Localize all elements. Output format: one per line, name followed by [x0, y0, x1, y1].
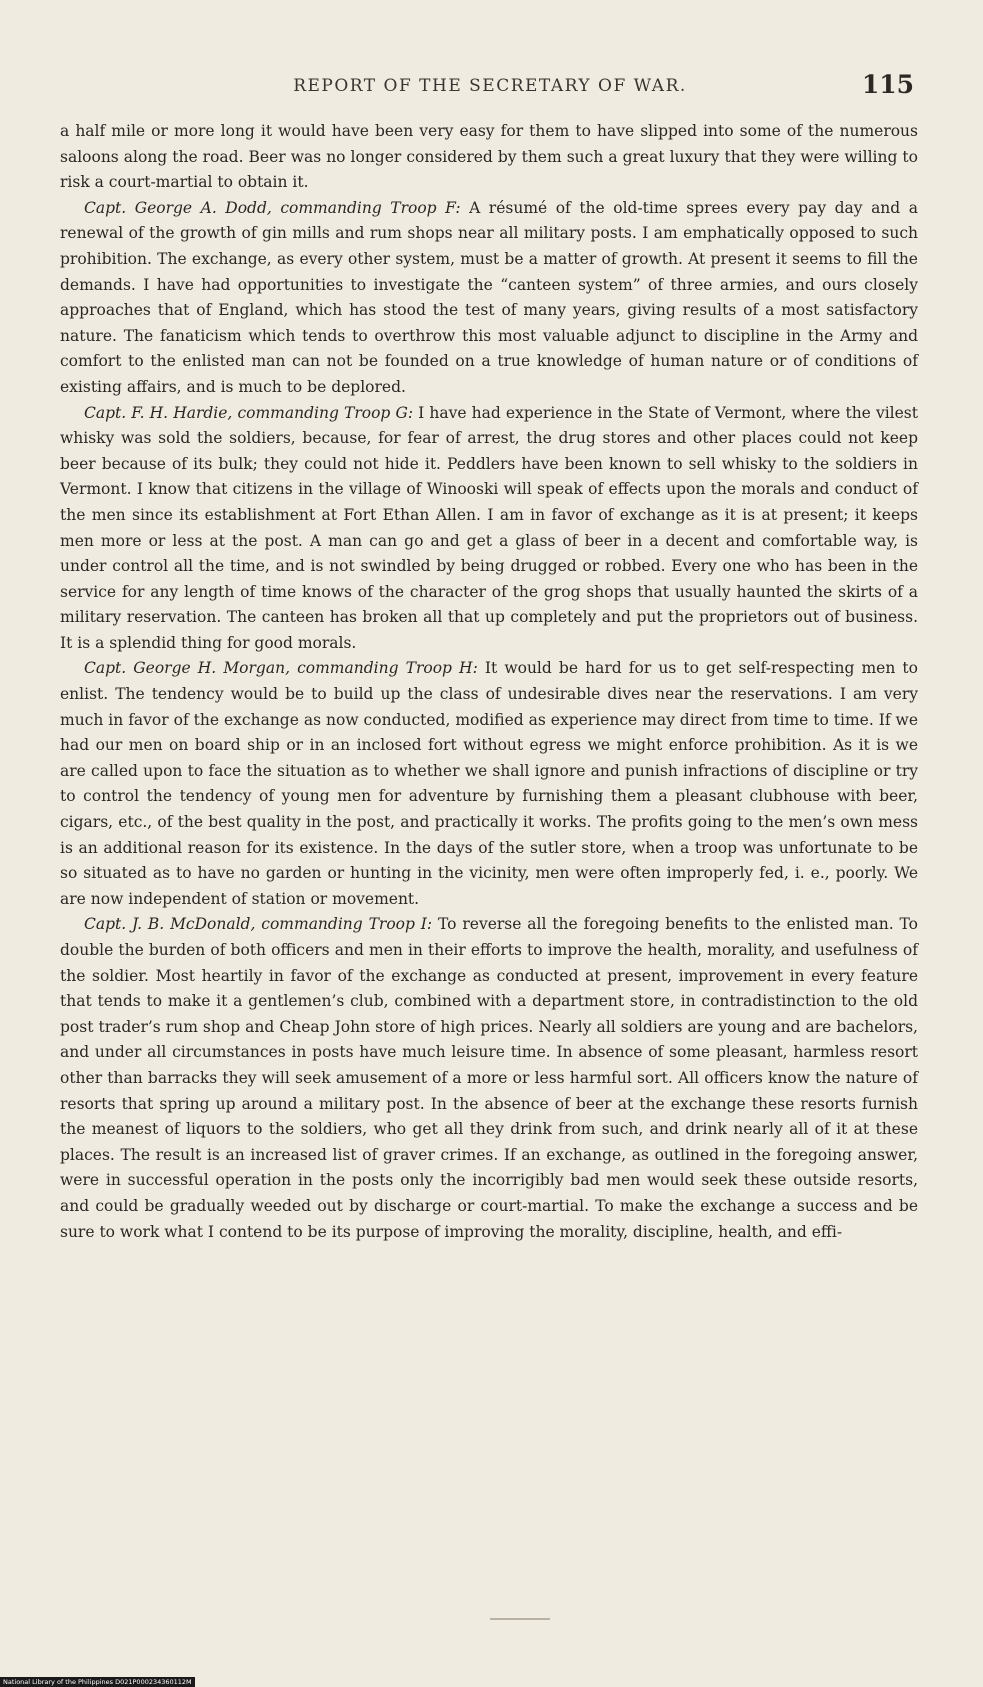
- page-number: 115: [861, 70, 914, 99]
- print-mark: [490, 1618, 550, 1620]
- scan-footer-tag: National Library of the Philippines D021P000234360112M: [0, 1677, 195, 1687]
- speaker-label: Capt. George A. Dodd, commanding Troop F:: [84, 198, 461, 217]
- paragraph-text: a half mile or more long it would have been very easy for them to have slipped into some of the numerous saloons along the road. Beer was no longer considered by them such a great luxury that they were willing to risk a court-martial to obtain it.: [60, 122, 918, 192]
- page-header: [60, 70, 920, 110]
- body-text: [60, 119, 918, 1245]
- paragraph-troop-h: [60, 656, 918, 912]
- paragraph-continuation: [60, 119, 918, 196]
- paragraph-text: It would be hard for us to get self-respecting men to enlist. The tendency would be to build up the class of undesirable dives near the reservations. I am very much in favor of the exchange as now conducted, modified as experience may direct from time to time. If we had our men on board ship or in an inclosed fort without egress we might enforce prohibition. As it is we are called upon to face the situation as to whether we shall ignore and punish infractions of discipline or try to control the tendency of young men for adventure by furnishing them a pleasant clubhouse with beer, cigars, etc., of the best quality in the post, and practically it works. The profits going to the men’s own mess is an additional reason for its existence. In the days of the sutler store, when a troop was unfortunate to be so situated as to have no garden or hunting in the vicinity, men were often improperly fed, i. e., poorly. We are now independent of station or movement.: [60, 659, 918, 908]
- paragraph-troop-i: [60, 912, 918, 1245]
- paragraph-text: A résumé of the old-time sprees every pay day and a renewal of the growth of gin mills and rum shops near all military posts. I am emphatically opposed to such prohibition. The exchange, as every other system, must be a matter of growth. At present it seems to fill the demands. I have had opportunities to investigate the “canteen system” of three armies, and ours closely approaches that of England, which has stood the test of many years, giving results of a most satisfactory nature. The fanaticism which tends to overthrow this most valuable adjunct to discipline in the Army and comfort to the enlisted man can not be founded on a true knowledge of human nature or of conditions of existing affairs, and is much to be deplored.: [60, 198, 918, 396]
- running-title: REPORT OF THE SECRETARY OF WAR.: [293, 76, 687, 96]
- paragraph-troop-f: [60, 196, 918, 401]
- speaker-label: Capt. George H. Morgan, commanding Troop H:: [84, 659, 478, 678]
- paragraph-text: To reverse all the foregoing benefits to the enlisted man. To double the burden of both officers and men in their efforts to improve the health, morality, and usefulness of the soldier. Most heartily in favor of the exchange as conducted at present, improvement in every feature that tends to make it a gentlemen’s club, combined with a department store, in contradistinction to the old post trader’s rum shop and Cheap John store of high prices. Nearly all soldiers are young and are bachelors, and under all circumstances in posts have much leisure time. In absence of some pleasant, harmless resort other than barracks they will seek amusement of a more or less harmful sort. All officers know the nature of resorts that spring up around a military post. In the absence of beer at the exchange these resorts furnish the meanest of liquors to the soldiers, who get all they drink from such, and drink nearly all of it at these places. The result is an increased list of graver crimes. If an exchange, as outlined in the foregoing answer, were in successful operation in the posts only the incorrigibly bad men would seek these outside resorts, and could be gradually weeded out by discharge or court-martial. To make the exchange a success and be sure to work what I contend to be its purpose of improving the morality, discipline, health, and effi-: [60, 915, 918, 1241]
- speaker-label: Capt. J. B. McDonald, commanding Troop I:: [84, 915, 433, 934]
- speaker-label: Capt. F. H. Hardie, commanding Troop G:: [84, 403, 414, 422]
- paragraph-text: I have had experience in the State of Vermont, where the vilest whisky was sold the soldiers, because, for fear of arrest, the drug stores and other places could not keep beer because of its bulk; they could not hide it. Peddlers have been known to sell whisky to the soldiers in Vermont. I know that citizens in the village of Winooski will speak of effects upon the morals and conduct of the men since its establishment at Fort Ethan Allen. I am in favor of exchange as it is at present; it keeps men more or less at the post. A man can go and get a glass of beer in a decent and comfortable way, is under control all the time, and is not swindled by being drugged or robbed. Every one who has been in the service for any length of time knows of the character of the grog shops that usually haunted the skirts of a military reservation. The canteen has broken all that up completely and put the proprietors out of business. It is a splendid thing for good morals.: [60, 403, 918, 652]
- paragraph-troop-g: [60, 401, 918, 657]
